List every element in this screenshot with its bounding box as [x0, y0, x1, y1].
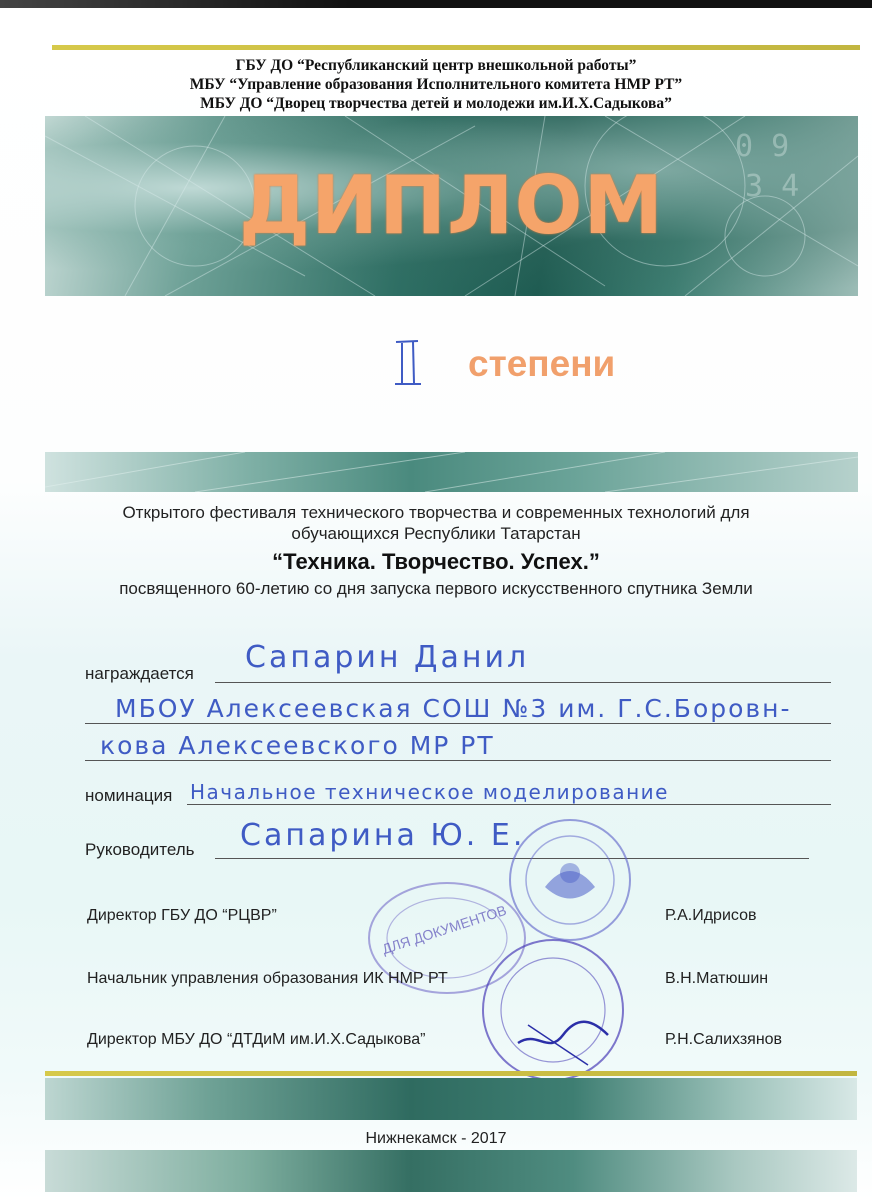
signature-role-2: Начальник управления образования ИК НМР РТ — [87, 970, 448, 987]
degree-roman-text — [0, 0, 1, 1]
diploma-title: ДИПЛОМ — [238, 159, 665, 252]
city-year: Нижнекамск - 2017 — [365, 1130, 507, 1147]
header-org-1: ГБУ ДО “Республиканский центр внешкольной работы” — [235, 57, 637, 74]
title-banner — [45, 116, 858, 296]
bottom-gold-line — [45, 1071, 857, 1076]
header-org-3: МБУ ДО “Дворец творчества детей и молодежи им.И.Х.Садыкова” — [200, 95, 672, 112]
degree-roman-handwritten — [392, 338, 426, 390]
signature-role-1: Директор ГБУ ДО “РЦВР” — [87, 907, 277, 924]
degree-label: степени — [468, 343, 616, 384]
signature-role-3: Директор МБУ ДО “ДТДиМ им.И.Х.Садыкова” — [87, 1031, 426, 1048]
bottom-banner-2 — [45, 1150, 857, 1192]
festival-line-2: обучающихся Республики Татарстан — [291, 524, 581, 543]
nomination-label: номинация — [85, 786, 173, 805]
top-gold-line — [52, 45, 860, 50]
supervisor-value: Сапарина Ю. Е. — [240, 818, 526, 853]
awarded-label: награждается — [85, 664, 194, 683]
middle-banner-pattern — [45, 452, 858, 492]
awarded-rule — [215, 682, 831, 683]
scan-edge — [0, 0, 872, 8]
svg-text:0 9: 0 9 — [735, 129, 790, 164]
svg-text:3 4: 3 4 — [745, 169, 800, 204]
supervisor-label: Руководитель — [85, 840, 195, 859]
festival-line-1: Открытого фестиваля технического творчества и современных технологий для — [122, 503, 750, 522]
documents-stamp-text: ДЛЯ ДОКУМЕНТОВ — [380, 901, 509, 958]
nomination-rule — [187, 804, 831, 805]
palace-round-stamp — [468, 935, 638, 1085]
school-line-2: кова Алексеевского МР РТ — [100, 731, 495, 760]
festival-slogan: “Техника. Творчество. Успех.” — [272, 549, 600, 574]
school-line-1: МБОУ Алексеевская СОШ №3 им. Г.С.Боровн- — [115, 694, 792, 723]
signature-name-1: Р.А.Идрисов — [665, 907, 757, 924]
nomination-value: Начальное техническое моделирование — [190, 780, 669, 804]
signature-name-2: В.Н.Матюшин — [665, 970, 769, 987]
school-rule-2 — [85, 760, 831, 761]
awarded-name: Сапарин Данил — [245, 640, 530, 675]
header-org-2: МБУ “Управление образования Исполнительного комитета НМР РТ” — [189, 76, 683, 93]
middle-banner — [45, 452, 858, 492]
signature-name-3: Р.Н.Салихзянов — [665, 1031, 783, 1048]
festival-line-3: посвященного 60-летию со дня запуска первого искусственного спутника Земли — [119, 579, 753, 598]
bottom-banner-1 — [45, 1078, 857, 1120]
school-rule-1 — [85, 723, 831, 724]
